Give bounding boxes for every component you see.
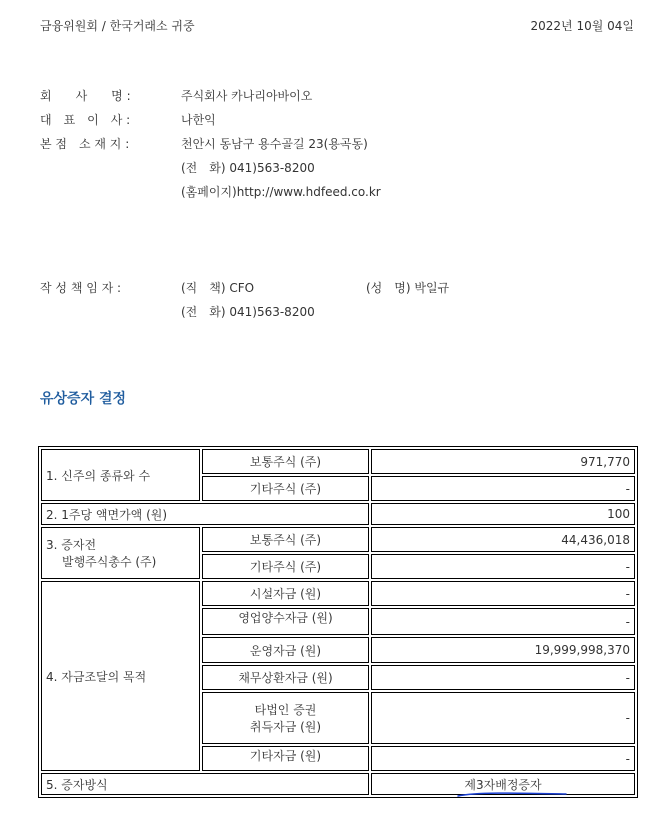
common-shares-value: 971,770 [371,449,635,474]
securities-acq-fund-value: - [371,692,635,744]
operating-fund-label: 운영자금 (원) [202,637,369,663]
table-row [41,449,635,474]
common-shares-label: 보통주식 (주) [202,449,369,474]
table-row [41,773,635,795]
company-phone: (전 화) 041)563-8200 [181,161,315,175]
section-title: 유상증자 결정 [40,391,127,407]
debt-repayment-fund-label: 채무상환자금 (원) [202,665,369,690]
other-fund-value: - [371,746,635,771]
securities-acq-fund-line1: 타법인 증권 [254,703,317,717]
before-common-label: 보통주식 (주) [202,527,369,552]
shares-before-label [41,527,200,579]
other-shares-value: - [371,476,635,501]
author-name: (성 명) 박일규 [366,281,450,295]
facility-fund-label: 시설자금 (원) [202,581,369,606]
issue-method-value-wrap [464,776,541,793]
before-other-value: - [371,554,635,579]
company-name-label: 회 사 명 : [40,89,131,103]
operating-fund-value: 19,999,998,370 [371,637,635,663]
before-common-value: 44,436,018 [371,527,635,552]
securities-acq-fund-line2: 취득자금 (원) [249,720,322,734]
handwritten-underline [456,789,568,799]
par-value-label: 2. 1주당 액면가액 (원) [41,503,369,525]
debt-repayment-fund-value: - [371,665,635,690]
securities-acq-fund-label [202,692,369,744]
table-row [41,503,635,525]
par-value: 100 [371,503,635,525]
issue-method-cell [371,773,635,795]
rights-offering-table [38,446,638,798]
other-fund-label: 기타자금 (원) [202,746,369,771]
address: 천안시 동남구 용수골길 23(용곡동) [181,137,368,151]
shares-before-label-line1: 3. 증자전 [46,538,97,552]
address-label: 본 점 소 재 지 : [40,137,130,151]
author-title: (직 책) CFO [181,281,255,295]
report-date: 2022년 10월 04일 [530,19,634,33]
fund-purpose-label: 4. 자금조달의 목적 [41,581,200,771]
business-acq-fund-label: 영업양수자금 (원) [202,608,369,635]
issue-method-label: 5. 증자방식 [41,773,369,795]
homepage: (홈페이지)http://www.hdfeed.co.kr [181,185,381,199]
shares-before-label-line2: 발행주식총수 (주) [62,555,157,569]
before-other-label: 기타주식 (주) [202,554,369,579]
new-shares-label: 1. 신주의 종류와 수 [41,449,200,501]
table-row [41,581,635,606]
author-phone: (전 화) 041)563-8200 [181,305,315,319]
table-row [41,527,635,552]
company-name: 주식회사 카나리아바이오 [181,89,313,103]
issue-method-value: 제3자배정증자 [464,777,542,792]
other-shares-label: 기타주식 (주) [202,476,369,501]
recipient: 금융위원회 / 한국거래소 귀중 [40,19,195,33]
ceo-name: 나한익 [181,113,216,127]
business-acq-fund-value: - [371,608,635,635]
author-label: 작 성 책 임 자 : [40,281,122,295]
ceo-label: 대 표 이 사 : [40,113,131,127]
facility-fund-value: - [371,581,635,606]
